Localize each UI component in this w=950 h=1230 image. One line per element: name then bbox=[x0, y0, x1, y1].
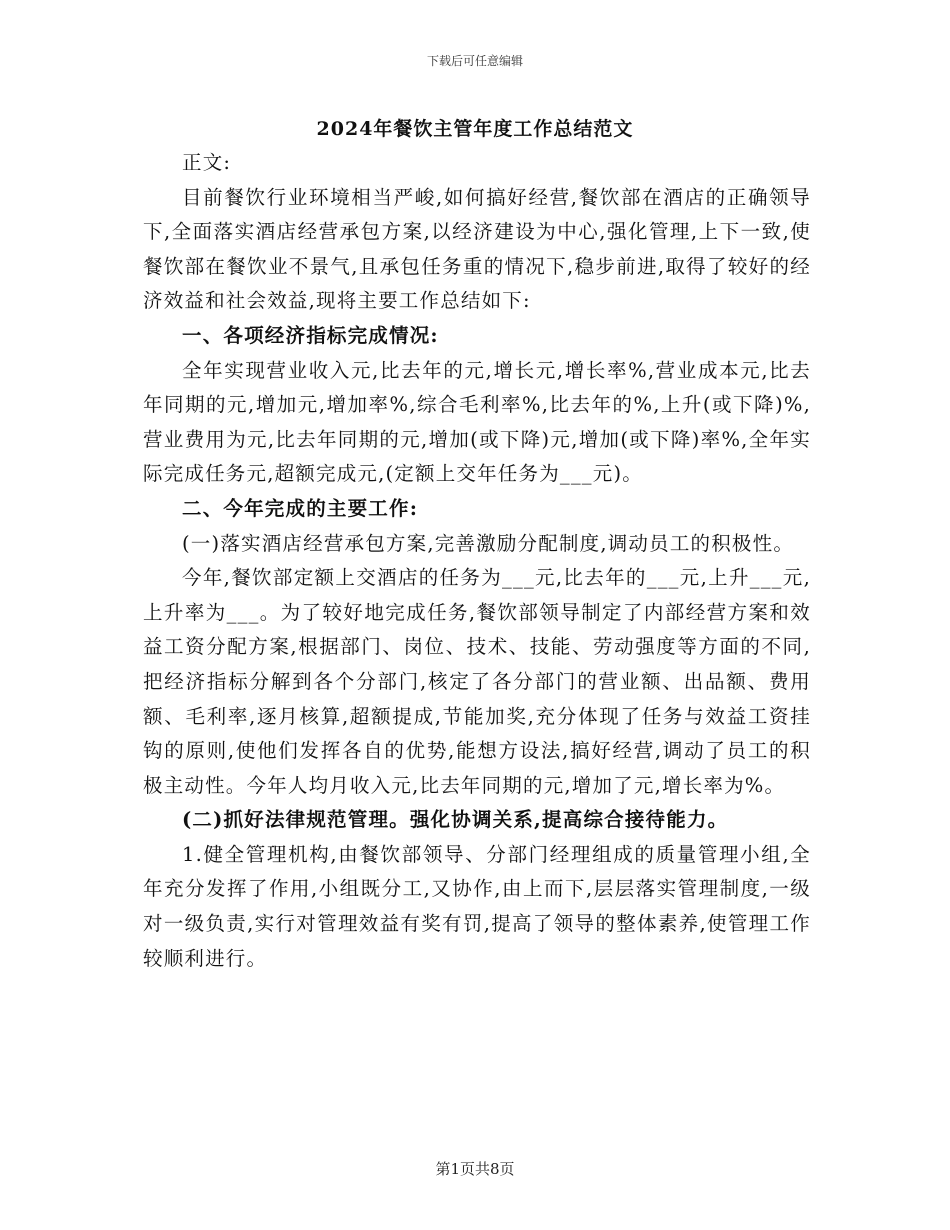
paragraph-management-structure: 1.健全管理机构,由餐饮部领导、分部门经理组成的质量管理小组,全年充分发挥了作用,小组既分工,又协作,由上而下,层层落实管理制度,一级对一级负责,实行对管理效益有奖有罚,提高了领导的整体素养,使管理工作较顺利进行。 bbox=[143, 842, 811, 970]
document-body bbox=[143, 146, 811, 976]
paragraph-overview: 目前餐饮行业环境相当严峻,如何搞好经营,餐饮部在酒店的正确领导下,全面落实酒店经营承包方案,以经济建设为中心,强化管理,上下一致,使餐饮部在餐饮业不景气,且承包任务重的情况下,稳步前进,取得了较好的经济效益和社会效益,现将主要工作总结如下: bbox=[143, 185, 811, 313]
page-number: 第1页共8页 bbox=[435, 1160, 515, 1178]
paragraph-economic-indicators: 全年实现营业收入元,比去年的元,增长元,增长率%,营业成本元,比去年同期的元,增加元,增加率%,综合毛利率%,比去年的%,上升(或下降)%,营业费用为元,比去年同期的元,增加(或下降)元,增加(或下降)率%,全年实际完成任务元,超额完成元,(定额上交年任务为___元)。 bbox=[143, 358, 811, 486]
paragraph-intro-label: 正文: bbox=[182, 151, 232, 174]
document-title: 2024年餐饮主管年度工作总结范文 bbox=[316, 118, 634, 140]
section-heading-main-work: 二、今年完成的主要工作: bbox=[182, 496, 419, 520]
section-heading-economic-indicators: 一、各项经济指标完成情况: bbox=[182, 323, 439, 347]
subsection-contract-plan: (一)落实酒店经营承包方案,完善激励分配制度,调动员工的积极性。 bbox=[182, 531, 795, 555]
paragraph-contract-details: 今年,餐饮部定额上交酒店的任务为___元,比去年的___元,上升___元,上升率为___。为了较好地完成任务,餐饮部领导制定了内部经营方案和效益工资分配方案,根据部门、岗位、技术、技能、劳动强度等方面的不同,把经济指标分解到各个分部门,核定了各分部门的营业额、出品额、费用额、毛利率,逐月核算,超额提成,节能加奖,充分体现了任务与效益工资挂钩的原则,使他们发挥各自的优势,能想方设法,搞好经营,调动了员工的积极主动性。今年人均月收入元,比去年同期的元,增加了元,增长率为%。 bbox=[143, 566, 811, 797]
subsection-heading-legal-management: (二)抓好法律规范管理。强化协调关系,提高综合接待能力。 bbox=[182, 808, 729, 832]
download-edit-note: 下载后可任意编辑 bbox=[426, 54, 523, 68]
